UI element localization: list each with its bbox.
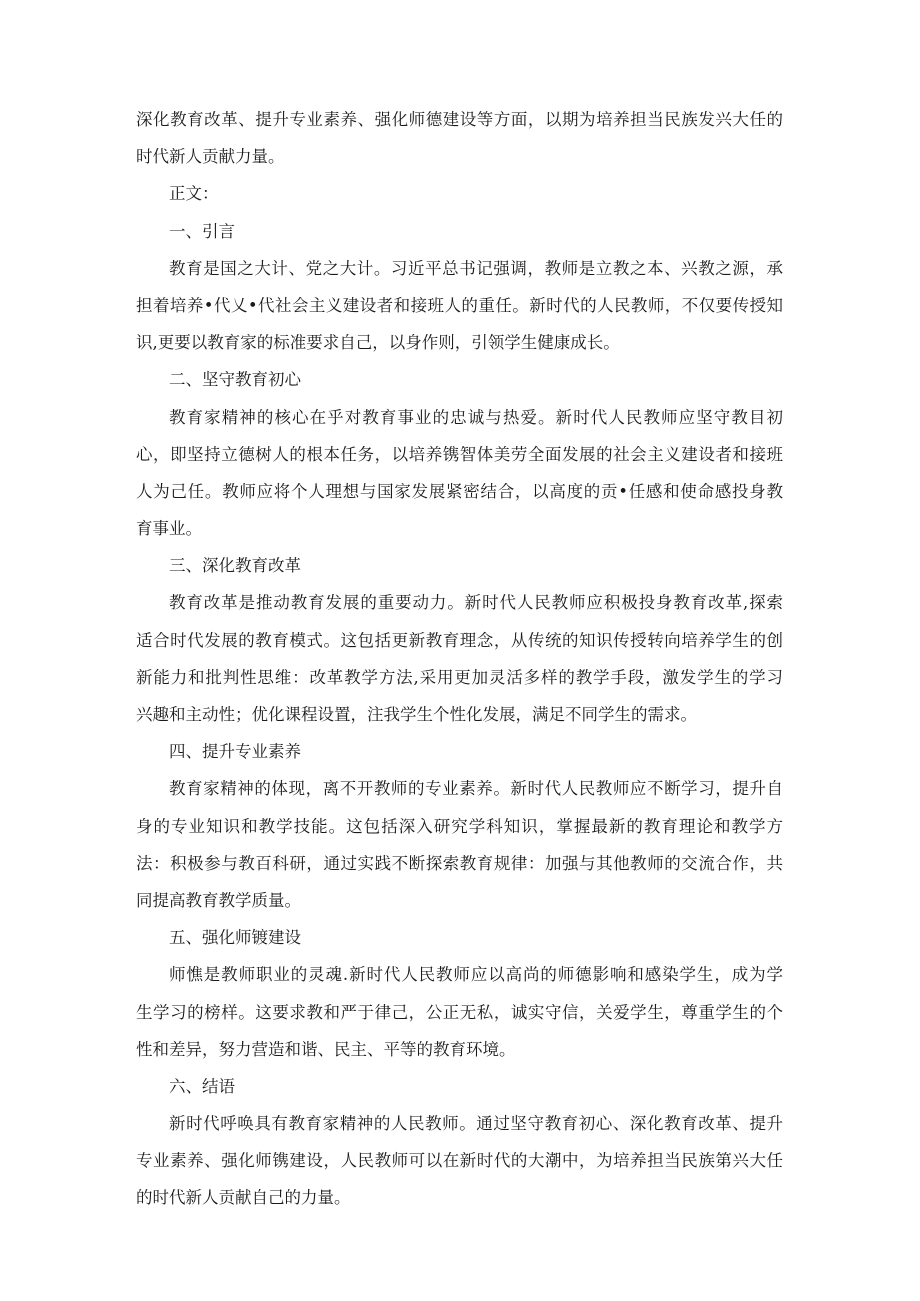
- section-heading: 四、提升专业素养: [169, 742, 301, 762]
- section-heading: 五、强化师镀建设: [169, 928, 301, 948]
- paragraph-line: 教育是国之大计、党之大计。习近平总书记强调，教师是立教之本、兴教之源，承: [169, 258, 783, 278]
- paragraph-line: 心，即坚持立德树人的根本任务，以培养镌智体美劳全面发展的社会主义建设者和接班: [136, 444, 783, 464]
- section-heading: 三、深化教育改革: [169, 556, 301, 576]
- paragraph-line: 教育改革是推动教育发展的重要动力。新时代人民教师应积极投身教育改革,探索: [169, 593, 783, 613]
- intro-line: 深化教育改革、提升专业素养、强化师德建设等方面，以期为培养担当民族发兴大任的: [136, 110, 783, 129]
- paragraph-line: 生学习的榜样。这要求教和严于律己，公正无私，诚实守信，关爱学生，尊重学生的个: [136, 1002, 783, 1022]
- paragraph-line: 同提高教育教学质量。: [136, 890, 301, 910]
- paragraph-line: 新时代呼唤具有教育家精神的人民教师。通过坚守教育初心、深化教育改革、提升: [169, 1114, 783, 1134]
- paragraph-line: 性和差异，努力营造和谐、民主、平等的教育环境。: [136, 1039, 516, 1059]
- section-heading: 一、引言: [169, 221, 235, 241]
- paragraph-line: 的时代新人贡献自己的力量。: [136, 1188, 351, 1208]
- paragraph-line: 法：积极参与教百科研，通过实践不断探索教育规律：加强与其他教师的交流合作，共: [136, 853, 783, 873]
- paragraph-line: 教育家精神的核心在乎对教育事业的忠诚与热爱。新时代人民教师应坚守教目初: [169, 407, 783, 427]
- paragraph-line: 适合时代发展的教育模式。这包括更新教育理念，从传统的知识传授转向培养学生的创: [136, 630, 783, 650]
- paragraph-line: 兴趣和主动性；优化课程设置，注我学生个性化发展，满足不同学生的需求。: [136, 705, 697, 724]
- section-heading: 二、坚守教育初心: [169, 370, 301, 390]
- section-heading: 六、结语: [169, 1076, 235, 1096]
- document-page: [136, 101, 783, 1217]
- paragraph-line: 教育家精神的体现，离不开教师的专业素养。新时代人民教师应不断学习，提升自: [169, 779, 783, 799]
- paragraph-line: 专业素养、强化师镌建设，人民教师可以在新时代的大潮中，为培养担当民族第兴大任: [136, 1151, 783, 1171]
- paragraph-line: 担着培养•代乂•代社会主义建设者和接班人的重任。新时代的人民教师，不仅要传授知: [136, 295, 783, 315]
- paragraph-line: 人为己任。教师应将个人理想与国家发展紧密结合，以高度的贡•任感和使命感投身教: [136, 481, 783, 501]
- body-label: 正文：: [169, 184, 219, 204]
- paragraph-line: 师憔是教师职业的灵魂.新时代人民教师应以高尚的师德影响和感染学生，成为学: [169, 965, 783, 985]
- paragraph-line: 新能力和批判性思维：改革教学方法,采用更加灵活多样的教学手段，激发学生的学习: [136, 667, 783, 687]
- intro-line: 时代新人贡献力量。: [136, 147, 285, 167]
- paragraph-line: 识,更要以教育家的标准要求自己，以身作则，引领学生健康成长。: [136, 333, 620, 353]
- paragraph-line: 育事业。: [136, 519, 202, 539]
- paragraph-line: 身的专业知识和教学技能。这包括深入研究学科知识，掌握最新的教育理论和教学方: [136, 816, 783, 836]
